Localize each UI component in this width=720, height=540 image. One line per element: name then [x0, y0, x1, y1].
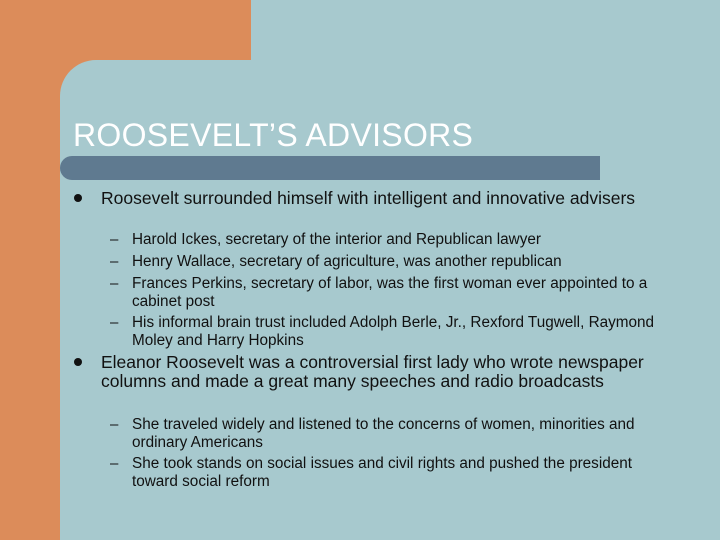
- bullet-text: Eleanor Roosevelt was a controversial first lady who wrote newspaper columns and made a great many speeches and radio broadcasts: [101, 352, 644, 391]
- dash-marker: –: [110, 275, 119, 292]
- bullet-text: Roosevelt surrounded himself with intelligent and innovative advisers: [101, 188, 636, 208]
- dash-marker: –: [110, 231, 119, 248]
- dash-marker: –: [110, 253, 119, 270]
- bullet-dot: [74, 358, 82, 366]
- subpoint-text: She traveled widely and listened to the concerns of women, minorities and ordinary Americans: [132, 416, 635, 451]
- dash-marker: –: [110, 455, 119, 472]
- subpoint-text: Harold Ickes, secretary of the interior and Republican lawyer: [132, 231, 541, 248]
- subpoint-text: She took stands on social issues and civil rights and pushed the president toward social reform: [132, 455, 633, 490]
- subpoint-text: Henry Wallace, secretary of agriculture, was another republican: [132, 253, 562, 270]
- title-underline-bar: [60, 156, 600, 180]
- subpoint-text: Frances Perkins, secretary of labor, was the first woman ever appointed to a cabinet post: [132, 275, 648, 310]
- dash-marker: –: [110, 314, 119, 331]
- dash-marker: –: [110, 416, 119, 433]
- subpoint-text: His informal brain trust included Adolph Berle, Jr., Rexford Tugwell, Raymond Moley and Harry Hopkins: [132, 314, 655, 349]
- bullet-dot: [74, 194, 82, 202]
- slide-title: ROOSEVELT’S ADVISORS: [73, 117, 474, 153]
